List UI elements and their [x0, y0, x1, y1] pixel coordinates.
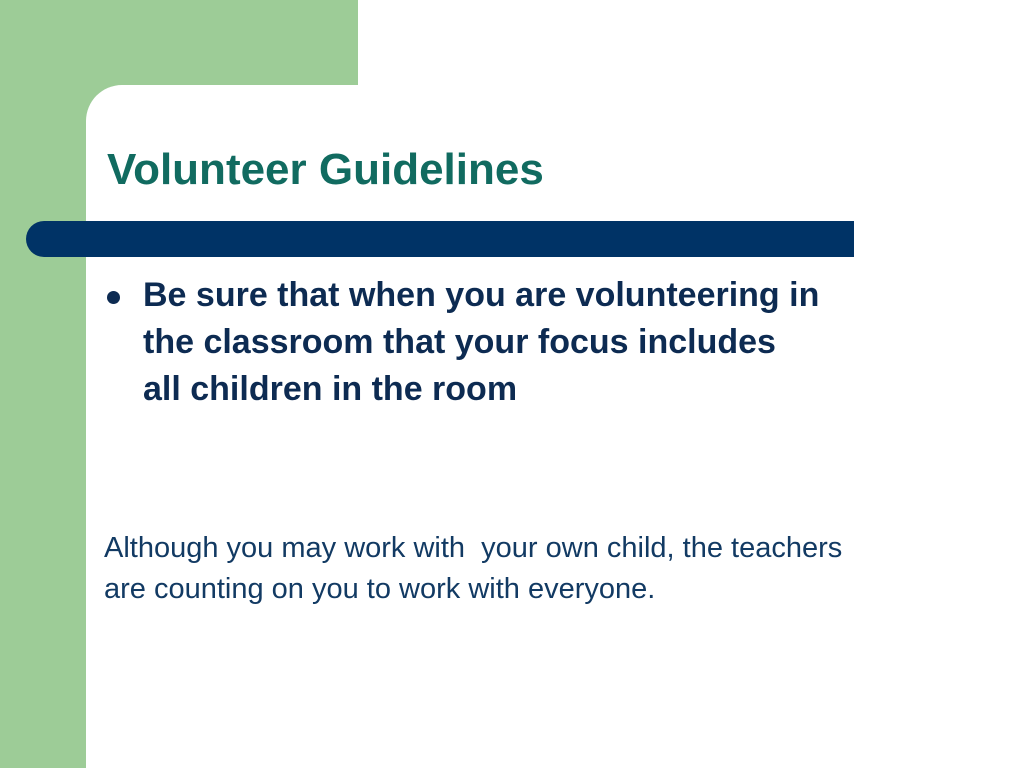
bullet-dot-icon	[107, 291, 120, 304]
title-divider-bar	[26, 221, 854, 257]
body-paragraph: Although you may work with your own child, the teachers are counting on you to work with everyone.	[104, 532, 851, 605]
slide-title: Volunteer Guidelines	[107, 145, 544, 194]
top-white-area	[358, 0, 1024, 90]
bullet-item: Be sure that when you are volunteering in the classroom that your focus includes all children in the room	[143, 276, 820, 408]
